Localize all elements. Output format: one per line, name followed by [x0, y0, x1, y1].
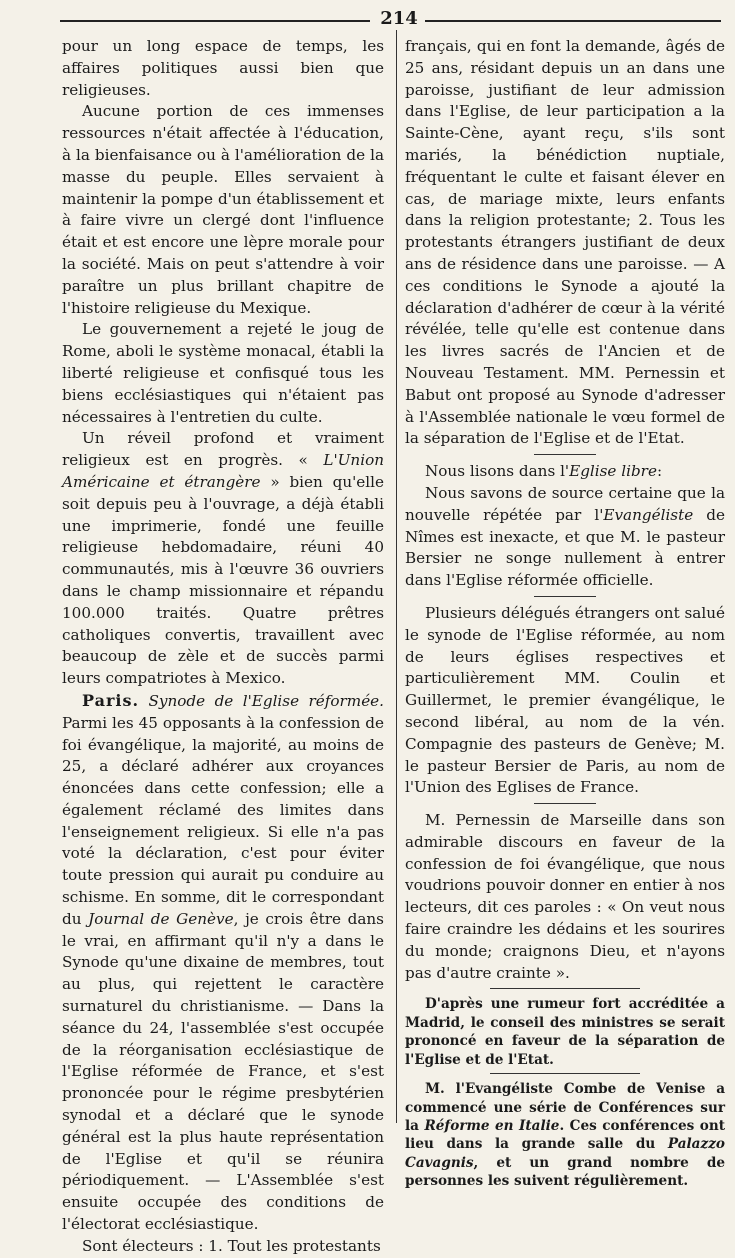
synod-heading: Synode de l'Eglise réformée.: [148, 691, 384, 710]
palazzo-cavagnis-title: Palazzo Cavagnis: [405, 1136, 725, 1171]
eglise-libre-title: Eglise libre: [569, 462, 657, 481]
intro-colon: :: [656, 462, 663, 481]
left-column: [62, 36, 384, 1258]
union-americaine-title: L'Union Américaine et étrangère: [62, 451, 384, 491]
synod-text-start: Parmi les 45 opposants à la confession de foi évangélique, la majorité, au moins de 25, a déclaré adhérer aux croyances énoncées dans cette confession; elle a également réclamé des limites dans l'enseignement religieux. Si elle n'a pas voté la déclaration, c'est pour éviter toute pression qui aurait pu conduire au schisme. En somme, dit le correspondant du: [62, 713, 384, 928]
page-header: [60, 6, 721, 28]
city-heading-paris: Paris.: [82, 690, 140, 710]
column-divider: [396, 30, 397, 1123]
paragraph-paris-synod: [62, 690, 384, 1236]
venise-text-middle: . Ces conférences ont lieu dans la grande salle du: [405, 1117, 725, 1153]
paragraph-pernessin: M. Pernessin de Marseille dans son admirable discours en faveur de la confession de foi évangélique, que nous voudrions pouvoir donner en entier à nos lecteurs, dit ces paroles : « On veut nous faire craindre les dédains et les sourires du monde; craignons Dieu, et n'ayons pas d'autre crainte ».: [405, 811, 725, 982]
separator-rule: [534, 596, 596, 597]
separator-rule: [534, 803, 596, 804]
separator-rule: [490, 988, 640, 989]
paragraph-continued: pour un long espace de temps, les affaires politiques aussi bien que religieuses.: [62, 37, 384, 99]
venise-text-start: M. l'Evangéliste Combe de Venise a commencé une série de Conférences sur la: [405, 1081, 725, 1134]
evangeliste-title: Evangéliste: [603, 505, 694, 524]
revival-text-end: » bien qu'elle soit depuis peu à l'ouvrage, a déjà établi une imprimerie, fondé une feuille religieuse hebdomadaire, réuni 40 communautés, mis à l'œuvre 36 ouvriers dans le champ missionnaire et répandu 100.000 traités. Quatre prêtres catholiques convertis, travaillent avec beaucoup de zèle et de succès parmi leurs compatriotes à Mexico.: [62, 472, 384, 688]
paragraph-bersier: [405, 483, 725, 592]
reforme-en-italie-title: Réforme en Italie: [424, 1117, 560, 1134]
synod-text-end: , je crois être dans le vrai, en affirmant qu'il n'y a dans le Synode qu'une dixaine de membres, tout au plus, qui rejettent le caractère surnaturel du christianisme. — Dans la séance du 24, l'assemblée s'est occupée de la réorganisation ecclésiastique de l'Eglise réformée de France, et s'est prononcée pour le régime presbytérien synodal et a déclaré que le synode général est la plus haute représentation de l'Eglise et qu'il se réunira périodiquement. — L'Assemblée s'est ensuite occupée des conditions de l'électorat ecclésiastique.: [62, 909, 384, 1234]
page-number: 214: [380, 8, 418, 29]
paragraph-revival: [62, 428, 384, 690]
right-column: [405, 36, 725, 1191]
bersier-text-end: de Nîmes est inexacte, et que M. le pasteur Bersier ne songe nullement à entrer dans l'Eglise réformée officielle.: [405, 505, 725, 590]
bersier-text-start: Nous savons de source certaine que la nouvelle répétée par l': [405, 483, 725, 524]
paragraph-government: Le gouvernement a rejeté le joug de Rome, aboli le système monacal, établi la liberté religieuse et confisqué tous les biens ecclésiastiques qui n'étaient pas nécessaires à l'entretien du culte.: [62, 320, 384, 426]
header-rule-right: [425, 20, 721, 22]
separator-rule: [490, 1073, 640, 1074]
journal-de-geneve: Journal de Genève: [88, 909, 234, 928]
intro-text: Nous lisons dans l': [425, 462, 570, 481]
paragraph-madrid: D'après une rumeur fort accréditée a Madrid, le conseil des ministres se serait prononcé en faveur de la séparation de l'Eglise et de l'Etat.: [405, 996, 725, 1068]
venise-text-end: , et un grand nombre de personnes les suivent régulièrement.: [405, 1154, 725, 1190]
paragraph-resources: Aucune portion de ces immenses ressources n'était affectée à l'éducation, à la bienfaisance ou à l'amélioration de la masse du peuple. Elles servaient à maintenir la pompe d'un établissement et à faire vivre un clergé dont l'influence était et est encore une lèpre morale pour la société. Mais on peut s'attendre à voir paraître un plus brillant chapitre de l'histoire religieuse du Mexique.: [62, 102, 384, 317]
paragraph-venise: [405, 1080, 725, 1190]
paragraph-eglise-libre-intro: [405, 461, 725, 483]
paragraph-electors: Sont électeurs : 1. Tout les protestants: [82, 1236, 381, 1255]
paragraph-delegates: Plusieurs délégués étrangers ont salué le synode de l'Eglise réformée, au nom de leurs églises respectives et particulièrement MM. Coulin et Guillermet, le premier évangélique, le second libéral, au nom de la vén. Compagnie des pasteurs de Genève; M. le pasteur Bersier de Paris, au nom de l'Union des Eglises de France.: [405, 603, 725, 797]
separator-rule: [534, 454, 596, 455]
header-rule-left: [60, 20, 370, 22]
paragraph-electors-continued: français, qui en font la demande, âgés de 25 ans, résidant depuis un an dans une paroisse, justifiant de leur admission dans l'Eglise, de leur participation a la Sainte-Cène, ayant reçu, s'ils sont mariés, la bénédiction nuptiale, fréquentant le culte et faisant élever en cas, de mariage mixte, leurs enfants dans la religion protestante; 2. Tous les protestants étrangers justifiant de deux ans de résidence dans une paroisse. — A ces conditions le Synode a ajouté la déclaration d'adhérer de cœur à la vérité révélée, telle qu'elle est contenue dans les livres sacrés de l'Ancien et de Nouveau Testament. MM. Pernessin et Babut ont proposé au Synode d'adresser à l'Assemblée nationale le vœu formel de la séparation de l'Eglise et de l'Etat.: [405, 37, 725, 448]
revival-text-start: Un réveil profond et vraiment religieux est en progrès. «: [62, 429, 384, 470]
